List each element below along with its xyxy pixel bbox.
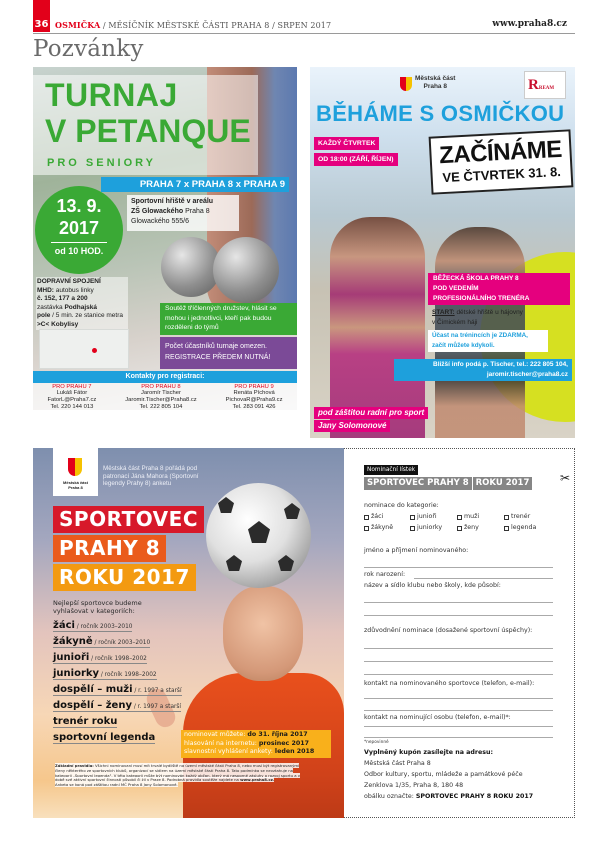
section-title: Pozvánky: [33, 36, 144, 62]
checkbox-label: legenda: [511, 524, 537, 531]
contact-district: PRO PRAHU 7: [52, 383, 92, 390]
category-name: žáci: [53, 620, 75, 631]
transport-stop-name-2: pole: [37, 312, 51, 319]
club-input-line[interactable]: [364, 602, 553, 603]
checkbox-icon[interactable]: [457, 526, 462, 531]
districts-banner: PRAHA 7 x PRAHA 8 x PRAHA 9: [101, 177, 289, 192]
contact-email[interactable]: PichovaR@Praha9.cz: [225, 396, 283, 403]
praha8-logo-text: [53, 480, 98, 490]
checkbox-icon[interactable]: [410, 526, 415, 531]
category-item: [53, 665, 157, 680]
contact-email[interactable]: Jaromir.Tischer@Praha8.cz: [125, 396, 197, 403]
title-sportovec: SPORTOVEC: [53, 506, 204, 533]
category-name: juniorky: [53, 668, 100, 679]
logo-line2: Praha 8: [68, 485, 83, 490]
start-date-sign: [429, 129, 574, 194]
transport-title: DOPRAVNÍ SPOJENÍ: [37, 278, 101, 285]
reason-input-line[interactable]: [364, 648, 553, 649]
logo-line1: Městská část: [63, 480, 88, 485]
page-number: 36: [34, 19, 49, 30]
category-name: dospělí – muži: [53, 684, 133, 695]
address-line1: Městská část Praha 8: [364, 760, 431, 767]
school-line1: BĚŽECKÁ ŠKOLA PRAHY 8: [433, 275, 519, 282]
praha8-logo: [53, 448, 98, 496]
envelope-label: obálku označte:: [364, 793, 416, 800]
start-label: START:: [432, 309, 455, 316]
checkbox-icon[interactable]: [364, 526, 369, 531]
category-checkbox[interactable]: [410, 513, 457, 521]
poster-intro: Městská část Praha 8 pořádá pod patronací Jána Mahora (Sportovní legendy Prahy 8) anketu: [103, 465, 199, 487]
optional-footnote: *nepovinné: [364, 740, 389, 745]
venue-school: ZŠ Glowackého: [131, 208, 184, 215]
coupon-label: Nominační lístek: [364, 465, 418, 475]
contact-name: Renáta Píchová: [233, 390, 275, 397]
key-date-label: slavnostní vyhlášení ankety:: [184, 748, 275, 755]
transport-bus: autobus linky: [53, 286, 94, 294]
header-divider: [33, 33, 575, 34]
venue-address: Glowackého 555/6: [131, 218, 189, 225]
nominator-contact-input-line-2[interactable]: [364, 737, 553, 738]
contacts-list: [33, 383, 297, 410]
category-years: / ročník 2003–2010: [74, 624, 133, 630]
ream-logo-text: REAM: [538, 86, 555, 91]
event-time: od 10 HOD.: [54, 246, 104, 256]
contact-column: [125, 383, 196, 410]
checkbox-icon[interactable]: [457, 515, 462, 520]
checkbox-label: žáci: [371, 513, 384, 520]
venue-info: [127, 195, 239, 231]
categories-intro: Nejlepší sportovce budeme vyhlašovat v kategoriích:: [53, 599, 142, 615]
contact-email[interactable]: jaromir.tischer@praha8.cz: [486, 371, 568, 378]
contact-phone: Tel. 283 091 426: [232, 403, 276, 410]
venue-name: Sportovní hřiště v areálu: [131, 198, 214, 205]
checkbox-label: trenér: [511, 513, 531, 520]
category-checkbox[interactable]: [504, 513, 548, 521]
logo-line2: Praha 8: [423, 83, 447, 90]
rules-text: [55, 764, 310, 788]
category-name: sportovní legenda: [53, 732, 156, 743]
poster-title-line1: TURNAJ: [45, 77, 178, 113]
patronage: [314, 407, 428, 433]
poster-title-line2: V PETANQUE: [45, 113, 251, 149]
checkbox-label: muži: [464, 513, 480, 520]
envelope-value: SPORTOVEC PRAHY 8 ROKU 2017: [415, 793, 534, 800]
checkbox-label: junioři: [417, 513, 437, 520]
contact-district: PRO PRAHU 9: [234, 383, 274, 390]
category-checkbox[interactable]: [364, 513, 410, 521]
contact-phone: Tel. 222 805 104: [139, 403, 183, 410]
nominee-contact-input-line-2[interactable]: [364, 710, 553, 711]
category-checkbox[interactable]: [457, 524, 504, 532]
petanque-ball-image: [161, 237, 221, 297]
location-map: [39, 329, 129, 369]
checkbox-icon[interactable]: [410, 515, 415, 520]
category-checkbox[interactable]: [410, 524, 457, 532]
category-item: [53, 617, 132, 632]
category-item: [53, 649, 147, 664]
schedule-day-tag: KAŽDÝ ČTVRTEK: [314, 137, 379, 150]
category-checkbox[interactable]: [457, 513, 504, 521]
title-roku: ROKU 2017: [53, 564, 196, 591]
transport-metro: / 5 min. ze stanice metra: [50, 312, 123, 319]
category-name: junioři: [53, 652, 90, 663]
start-text-2: v Čimickém háji: [432, 319, 478, 326]
transport-metro-station: >C< Kobylisy: [37, 320, 79, 328]
transport-lines: č. 152, 177 a 200: [37, 295, 88, 302]
category-item: [53, 713, 117, 728]
contact-email[interactable]: FatorL@Praha7.cz: [47, 396, 97, 403]
sportovec-poster: [33, 448, 344, 818]
field-label-club: název a sídlo klubu nebo školy, kde působí:: [364, 582, 501, 589]
checkbox-icon[interactable]: [364, 515, 369, 520]
key-date-row: [184, 740, 328, 749]
logo-line1: Městská část: [415, 75, 456, 82]
school-line3: PROFESIONÁLNÍHO TRENÉRA: [433, 295, 530, 302]
praha8-coat-of-arms-icon: [68, 458, 82, 476]
category-item: [53, 729, 155, 744]
field-label-birth: rok narození:: [364, 571, 406, 578]
contact-name: Lukáš Fátor: [56, 390, 88, 397]
nominator-contact-input-line[interactable]: [364, 726, 553, 727]
rules-label: Základní pravidla:: [55, 763, 94, 768]
event-year: 2017: [58, 218, 100, 238]
poster-title: BĚHÁME S OSMIČKOU: [316, 101, 565, 126]
free-line1: Účast na trénincích je ZDARMA,: [432, 332, 528, 339]
school-line2: POD VEDENÍM: [433, 285, 479, 292]
scissors-icon: ✂: [560, 471, 571, 485]
contact-district: PRO PRAHU 8: [141, 383, 181, 390]
female-runner-image: [330, 217, 425, 438]
registration-notice: [160, 337, 297, 369]
key-date-row: [184, 731, 328, 740]
contact-phone: Bližší info podá p. Tischer, tel.: 222 805 104,: [433, 361, 568, 368]
category-years: / r. 1997 a starší: [132, 688, 182, 694]
checkbox-label: juniorky: [417, 524, 443, 531]
soccer-ball-image: [206, 483, 311, 588]
start-text: dětské hřiště u hájovny: [454, 309, 523, 316]
category-checkbox[interactable]: [364, 524, 410, 532]
date-divider: [51, 242, 107, 243]
running-poster: [310, 67, 575, 438]
transport-stop-label: zastávka: [37, 303, 65, 311]
petanque-ball-image: [213, 237, 279, 303]
title-prahy: PRAHY 8: [53, 535, 166, 562]
category-name: trenér roku: [53, 716, 118, 727]
start-location: [432, 308, 572, 328]
key-date-label: nominovat můžete:: [184, 731, 248, 738]
date-badge: [35, 186, 123, 274]
category-prompt: nominace do kategorie:: [364, 502, 439, 509]
reason-input-line-3[interactable]: [364, 674, 553, 675]
limit-text: Počet účastníků turnaje omezen.: [165, 343, 267, 350]
patron-line1: pod záštitou radní pro sport: [314, 407, 428, 419]
free-participation: [428, 330, 548, 352]
reason-input-line-2[interactable]: [364, 661, 553, 662]
website-link[interactable]: www.praha8.cz: [492, 19, 567, 29]
mailing-address: [364, 747, 533, 802]
key-date-label: hlasování na internetu:: [184, 739, 259, 747]
contacts-title: Kontakty pro registraci:: [33, 371, 297, 383]
transport-mhd: MHD:: [37, 286, 54, 294]
schedule-time-tag: OD 18:00 (ZÁŘÍ, ŘÍJEN): [314, 153, 398, 166]
field-label-name: jméno a příjmení nominovaného:: [364, 547, 469, 554]
name-input-line[interactable]: [364, 567, 553, 568]
key-date-row: [184, 748, 328, 757]
map-pin-icon: [92, 348, 97, 353]
child-face-image: [223, 586, 303, 681]
poster-subtitle: PRO SENIORY: [47, 157, 156, 169]
free-line2: začít můžete kdykoli.: [432, 342, 495, 349]
teams-info: Soutěž tříčlenných družstev, hlásit se mohou i jednotlivci, kteří pak budou rozděleni do týmů: [160, 303, 297, 335]
field-label-nominee-contact: kontakt na nominovaného sportovce (telefon, e-mail):: [364, 680, 535, 687]
nominee-contact-input-line[interactable]: [364, 698, 553, 699]
event-date: 13. 9.: [56, 196, 102, 216]
category-item: [53, 633, 150, 648]
category-name: žákyně: [53, 636, 93, 647]
ream-logo: RREAM: [524, 71, 566, 99]
praha8-coat-of-arms-icon: [400, 77, 412, 91]
contact-info: [394, 359, 572, 381]
checkbox-label: ženy: [464, 524, 479, 531]
magazine-subtitle: / MĚSÍČNÍK MĚSTSKÉ ČÁSTI PRAHA 8 / SRPEN 2017: [100, 21, 332, 30]
checkbox-icon[interactable]: [504, 515, 509, 520]
patron-line2: Jany Solomonové: [314, 420, 390, 432]
category-years: / ročník 2003–2010: [92, 640, 151, 646]
category-years: / ročník 1998–2002: [89, 656, 147, 662]
address-line2: Odbor kultury, sportu, mládeže a památkové péče: [364, 771, 523, 778]
transport-info: [36, 277, 128, 330]
key-dates: [181, 730, 331, 758]
running-school-info: [428, 273, 570, 305]
checkbox-label: žákyně: [371, 524, 394, 531]
transport-stop-name: Podhajská: [64, 303, 97, 311]
running-header: [55, 20, 331, 30]
category-years: / r. 1997 a starší: [131, 704, 182, 710]
magazine-brand: OSMIČKA: [55, 20, 101, 30]
rules-patron: Anketa se koná pod záštitou radní MČ Praha 8 Jany Solomonové.: [55, 782, 178, 788]
category-name: dospělí – ženy: [53, 700, 132, 711]
field-label-nominator-contact: kontakt na nominující osobu (telefon, e-mail)*:: [364, 714, 511, 721]
category-item: [53, 697, 181, 712]
coupon-title-part2: ROKU 2017: [473, 477, 533, 490]
sign-date: VE ČTVRTEK 31. 8.: [442, 163, 562, 186]
category-checkboxes: [364, 513, 548, 532]
category-years: / ročník 1998–2002: [99, 672, 157, 678]
coupon-title: [364, 477, 532, 490]
key-date-value: leden 2018: [274, 748, 315, 755]
key-date-value: prosinec 2017: [258, 739, 309, 747]
contact-phone: Tel. 220 144 013: [50, 403, 94, 410]
address-line3: Zenklova 1/35, Praha 8, 180 48: [364, 782, 464, 789]
registration-required: REGISTRACE PŘEDEM NUTNÁ!: [165, 354, 271, 361]
key-date-value: do 31. října 2017: [247, 731, 308, 738]
category-item: [53, 681, 182, 696]
rules-link[interactable]: www.praha8.cz.: [240, 777, 275, 783]
checkbox-icon[interactable]: [504, 526, 509, 531]
categories-list: [53, 617, 182, 745]
birth-input-line[interactable]: [414, 578, 553, 579]
field-label-reason: zdůvodnění nominace (dosažené sportovní úspěchy):: [364, 627, 533, 634]
petanque-poster: [33, 67, 297, 410]
praha8-logo-text: [415, 75, 455, 91]
club-input-line-2[interactable]: [364, 615, 553, 616]
rules-body: Všichni nominovaní musí mít trvalé bydliště na území městské části Praha 8, nebo musí být registrovanými členy některého ze sportovních klubů, organizací se sídlem na území městské části Praha 8. Tato podmínka se nevztahuje na kategorii „Sportovní legenda". V této kategorii může být nominován každý občan, který má nesporné zásluhy o rozvoj sportu a v době své aktivní sportovní činnosti působil či žil v Praze 8. Podrobná pravidla soutěže najdete na: [55, 763, 301, 783]
coupon-title-part1: SPORTOVEC PRAHY 8: [364, 477, 472, 490]
contact-column: [226, 383, 283, 410]
contact-name: Jaromír Tischer: [140, 390, 181, 397]
sign-headline: ZAČÍNÁME: [438, 135, 563, 170]
address-title: Vyplněný kupón zasílejte na adresu:: [364, 749, 494, 756]
venue-city: Praha 8: [183, 208, 210, 215]
category-checkbox[interactable]: [504, 524, 548, 532]
contact-column: [48, 383, 97, 410]
nomination-coupon: [344, 448, 575, 818]
